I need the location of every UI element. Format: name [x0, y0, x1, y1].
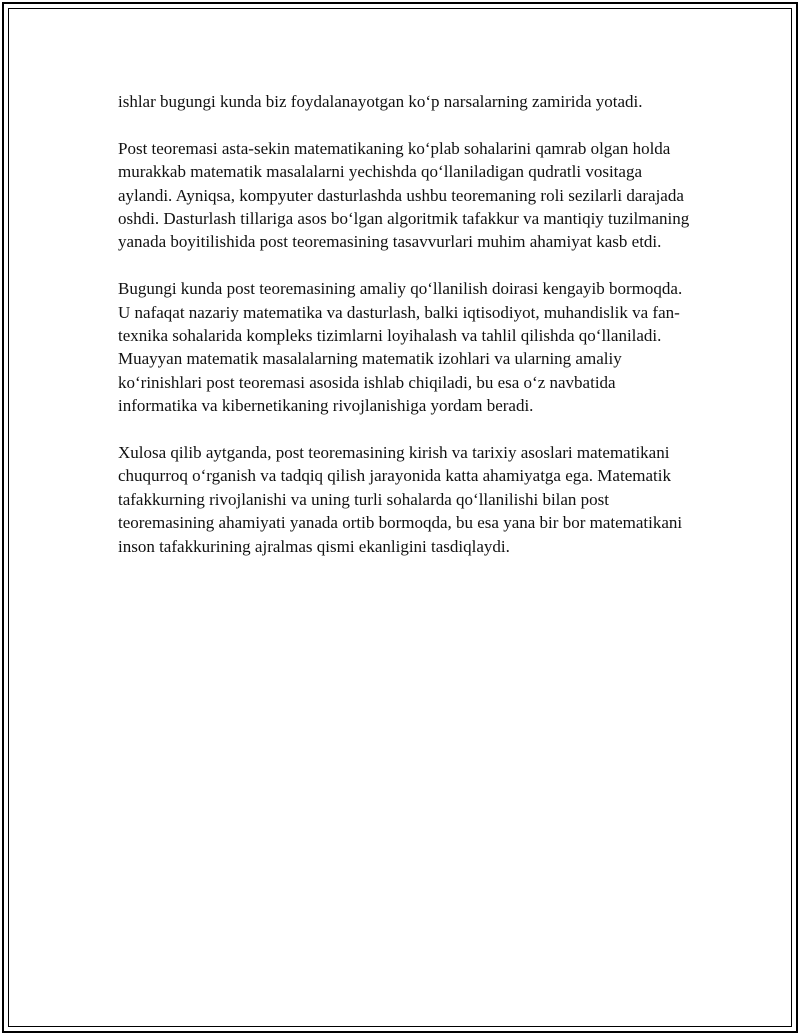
- paragraph-4: Xulosa qilib aytganda, post teoremasining kirish va tarixiy asoslari matematikani chuqurroq o‘rganish va tadqiq qilish jarayonida katta ahamiyatga ega. Matematik tafakkurning rivojlanishi va uning turli sohalarda qo‘llanilishi bilan post teoremasining ahamiyati yanada ortib bormoqda, bu esa yana bir bor matematikani inson tafakkurining ajralmas qismi ekanligini tasdiqlaydi.: [118, 443, 683, 556]
- paragraph-2: Post teoremasi asta-sekin matematikaning ko‘plab sohalarini qamrab olgan holda murakkab matematik masalalarni yechishda qo‘llaniladigan qudratli vositaga aylandi. Ayniqsa, kompyuter dasturlashda ushbu teoremaning roli sezilarli darajada oshdi. Dasturlash tillariga asos bo‘lgan algoritmik tafakkur va mantiqiy tuzilmaning yanada boyitilishida post teoremasining tasavvurlari muhim ahamiyat kasb etdi.: [118, 138, 690, 252]
- document-body: [118, 90, 690, 581]
- paragraph-3: Bugungi kunda post teoremasining amaliy qo‘llanilish doirasi kengayib bormoqda. U nafaqat nazariy matematika va dasturlash, balki iqtisodiyot, muhandislik va fan-texnika sohalarida kompleks tizimlarni loyihalash va tahlil qilishda qo‘llaniladi. Muayyan matematik masalalarning matematik izohlari va ularning amaliy ko‘rinishlari post teoremasi asosida ishlab chiqiladi, bu esa o‘z navbatida informatika va kibernetikaning rivojlanishiga yordam beradi.: [118, 279, 683, 416]
- paragraph-1: ishlar bugungi kunda biz foydalanayotgan ko‘p narsalarning zamirida yotadi.: [118, 92, 643, 111]
